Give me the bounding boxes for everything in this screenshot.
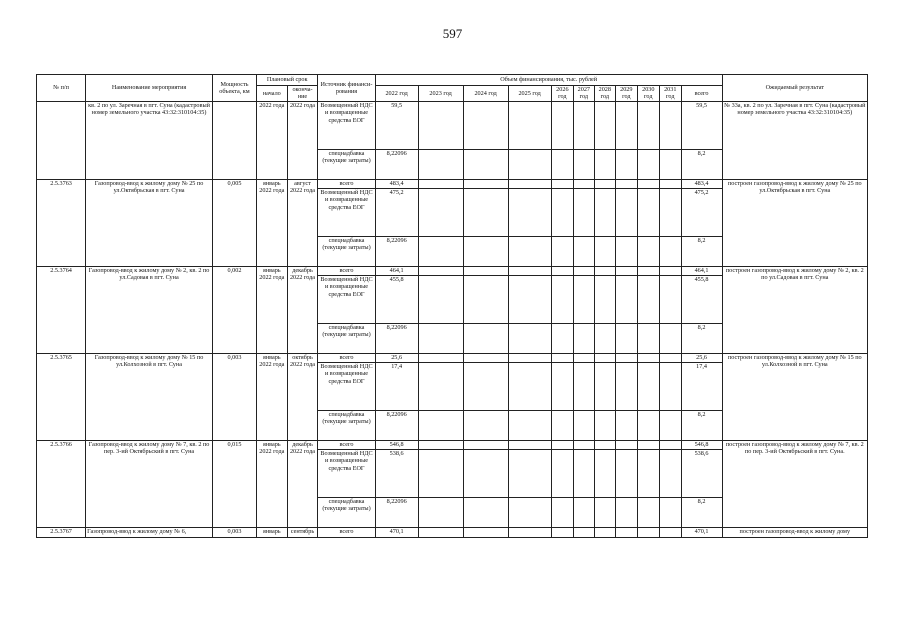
page-number: 597 bbox=[442, 26, 463, 41]
amount-total: 483,4 bbox=[681, 179, 722, 188]
end-date: декабрь 2022 года bbox=[287, 266, 318, 353]
capacity: 0,003 bbox=[212, 353, 256, 440]
table-row bbox=[37, 440, 868, 449]
col-source-header: Источник финанси-рования bbox=[318, 75, 375, 102]
end-date: 2022 года bbox=[287, 101, 318, 179]
capacity: 0,002 bbox=[212, 266, 256, 353]
expected-result: построен газопровод-ввод к жилому дому № 7, кв. 2 по пер. 3-ий Октябрьский в пгт. Суна. bbox=[722, 440, 867, 527]
measure-name: Газопровод-ввод к жилому дому № 6, bbox=[86, 527, 213, 537]
amount-2022: 25,6 bbox=[375, 353, 418, 362]
amount-2022: 470,1 bbox=[375, 527, 418, 537]
amount-total: 538,6 bbox=[681, 449, 722, 497]
end-date: август 2022 года bbox=[287, 179, 318, 266]
year-header: 2023 год bbox=[418, 86, 463, 102]
amount-total: 8,2 bbox=[681, 323, 722, 353]
amount-2022: 455,8 bbox=[375, 275, 418, 323]
source-vat: Возмещенный НДС и возвращенные средства ЕОГ bbox=[318, 101, 375, 149]
financing-table bbox=[36, 74, 868, 538]
amount-2022: 8,22096 bbox=[375, 323, 418, 353]
measure-number: 2.5.3765 bbox=[37, 353, 86, 440]
start-date: январь 2022 года bbox=[256, 179, 287, 266]
year-header: 2026 год bbox=[551, 86, 574, 102]
amount-2022: 8,22096 bbox=[375, 497, 418, 527]
table-row bbox=[37, 101, 868, 149]
expected-result: построен газопровод-ввод к жилому дому № 15 по ул.Колхозной в пгт. Суна bbox=[722, 353, 867, 440]
capacity: 0,003 bbox=[212, 527, 256, 537]
measure-name: Газопровод-ввод к жилому дому № 7, кв. 2 по пер. 3-ий Октябрьский в пгт. Суна bbox=[86, 440, 213, 527]
measures-body bbox=[37, 179, 868, 527]
col-capacity-header: Мощность объекта, км bbox=[212, 75, 256, 102]
table-row bbox=[37, 527, 868, 537]
year-header: 2024 год bbox=[463, 86, 508, 102]
start-date: январь 2022 года bbox=[256, 353, 287, 440]
capacity: 0,015 bbox=[212, 440, 256, 527]
capacity: 0,005 bbox=[212, 179, 256, 266]
measure-number: 2.5.3767 bbox=[37, 527, 86, 537]
amount-total: 17,4 bbox=[681, 362, 722, 410]
amount-total: 8,2 bbox=[681, 149, 722, 179]
col-name-header: Наименование мероприятия bbox=[86, 75, 213, 102]
end-date: октябрь 2022 года bbox=[287, 353, 318, 440]
expected-result: № 33а, кв. 2 по ул. Заречная в пгт. Суна (кадастровый номер земельного участка 43:32:310104:35) bbox=[722, 101, 867, 179]
amount-total: 464,1 bbox=[681, 266, 722, 275]
last-row-body bbox=[37, 527, 868, 537]
source-vat: Возмещенный НДС и возвращенные средства ЕОГ bbox=[318, 188, 375, 236]
col-volume-header: Объем финансирования, тыс. рублей bbox=[375, 75, 722, 86]
source-vat: Возмещенный НДС и возвращенные средства ЕОГ bbox=[318, 362, 375, 410]
amount-total: 8,2 bbox=[681, 236, 722, 266]
measure-name: кв. 2 по ул. Заречная в пгт. Суна (кадастровый номер земельного участка 43:32:310104:35) bbox=[86, 101, 213, 179]
amount-total: 8,2 bbox=[681, 410, 722, 440]
col-no-header: № п/п bbox=[37, 75, 86, 102]
year-header: 2025 год bbox=[508, 86, 551, 102]
expected-result: построен газопровод-ввод к жилому дому № 25 по ул.Октябрьская в пгт. Суна bbox=[722, 179, 867, 266]
measure-number: 2.5.3766 bbox=[37, 440, 86, 527]
amount-2022: 8,22096 bbox=[375, 410, 418, 440]
amount-total: 59,5 bbox=[681, 101, 722, 149]
amount-total: 25,6 bbox=[681, 353, 722, 362]
col-result-header: Ожидаемый результат bbox=[722, 75, 867, 102]
measure-name: Газопровод-ввод к жилому дому № 15 по ул.Колхозной в пгт. Суна bbox=[86, 353, 213, 440]
source-vat: Возмещенный НДС и возвращенные средства ЕОГ bbox=[318, 449, 375, 497]
amount-2022: 8,22096 bbox=[375, 236, 418, 266]
amount-2022: 546,8 bbox=[375, 440, 418, 449]
source-all: всего bbox=[318, 353, 375, 362]
amount-total: 455,8 bbox=[681, 275, 722, 323]
end-date: сентябрь bbox=[287, 527, 318, 537]
col-term-header: Плановый срок bbox=[256, 75, 317, 86]
col-total-header: всего bbox=[681, 86, 722, 102]
amount-total: 475,2 bbox=[681, 188, 722, 236]
year-header: 2028 год bbox=[594, 86, 615, 102]
source-all: всего bbox=[318, 266, 375, 275]
table-row bbox=[37, 266, 868, 275]
measure-number: 2.5.3763 bbox=[37, 179, 86, 266]
source-vat: Возмещенный НДС и возвращенные средства ЕОГ bbox=[318, 275, 375, 323]
amount-2022: 464,1 bbox=[375, 266, 418, 275]
amount-2022: 483,4 bbox=[375, 179, 418, 188]
start-date: январь bbox=[256, 527, 287, 537]
amount-total: 470,1 bbox=[681, 527, 722, 537]
year-header: 2022 год bbox=[375, 86, 418, 102]
table-row bbox=[37, 179, 868, 188]
expected-result: построен газопровод-ввод к жилому дому bbox=[722, 527, 867, 537]
amount-total: 546,8 bbox=[681, 440, 722, 449]
source-special: спецнадбавка (текущие затраты) bbox=[318, 236, 375, 266]
measure-name: Газопровод-ввод к жилому дому № 25 по ул.Октябрьская в пгт. Суна bbox=[86, 179, 213, 266]
source-special: спецнадбавка (текущие затраты) bbox=[318, 323, 375, 353]
end-date: декабрь 2022 года bbox=[287, 440, 318, 527]
table-body bbox=[37, 101, 868, 179]
measure-name: Газопровод-ввод к жилому дому № 2, кв. 2 по ул.Садовая в пгт. Суна bbox=[86, 266, 213, 353]
source-all: всего bbox=[318, 179, 375, 188]
start-date: январь 2022 года bbox=[256, 440, 287, 527]
start-date: январь 2022 года bbox=[256, 266, 287, 353]
measure-number: 2.5.3764 bbox=[37, 266, 86, 353]
expected-result: построен газопровод-ввод к жилому дому № 2, кв. 2 по ул.Садовая в пгт. Суна bbox=[722, 266, 867, 353]
source-special: спецнадбавка (текущие затраты) bbox=[318, 410, 375, 440]
amount-2022: 59,5 bbox=[375, 101, 418, 149]
source-special: спецнадбавка (текущие затраты) bbox=[318, 149, 375, 179]
source-special: спецнадбавка (текущие затраты) bbox=[318, 497, 375, 527]
source-all: всего bbox=[318, 440, 375, 449]
amount-2022: 8,22096 bbox=[375, 149, 418, 179]
start-date: 2022 года bbox=[256, 101, 287, 179]
amount-2022: 538,6 bbox=[375, 449, 418, 497]
amount-2022: 475,2 bbox=[375, 188, 418, 236]
source-all: всего bbox=[318, 527, 375, 537]
year-header: 2031 год bbox=[660, 86, 681, 102]
col-end-header: оконча-ние bbox=[287, 86, 318, 102]
col-start-header: начало bbox=[256, 86, 287, 102]
amount-2022: 17,4 bbox=[375, 362, 418, 410]
year-header: 2030 год bbox=[637, 86, 660, 102]
table-row bbox=[37, 353, 868, 362]
year-header: 2029 год bbox=[616, 86, 637, 102]
year-header: 2027 год bbox=[574, 86, 594, 102]
amount-total: 8,2 bbox=[681, 497, 722, 527]
